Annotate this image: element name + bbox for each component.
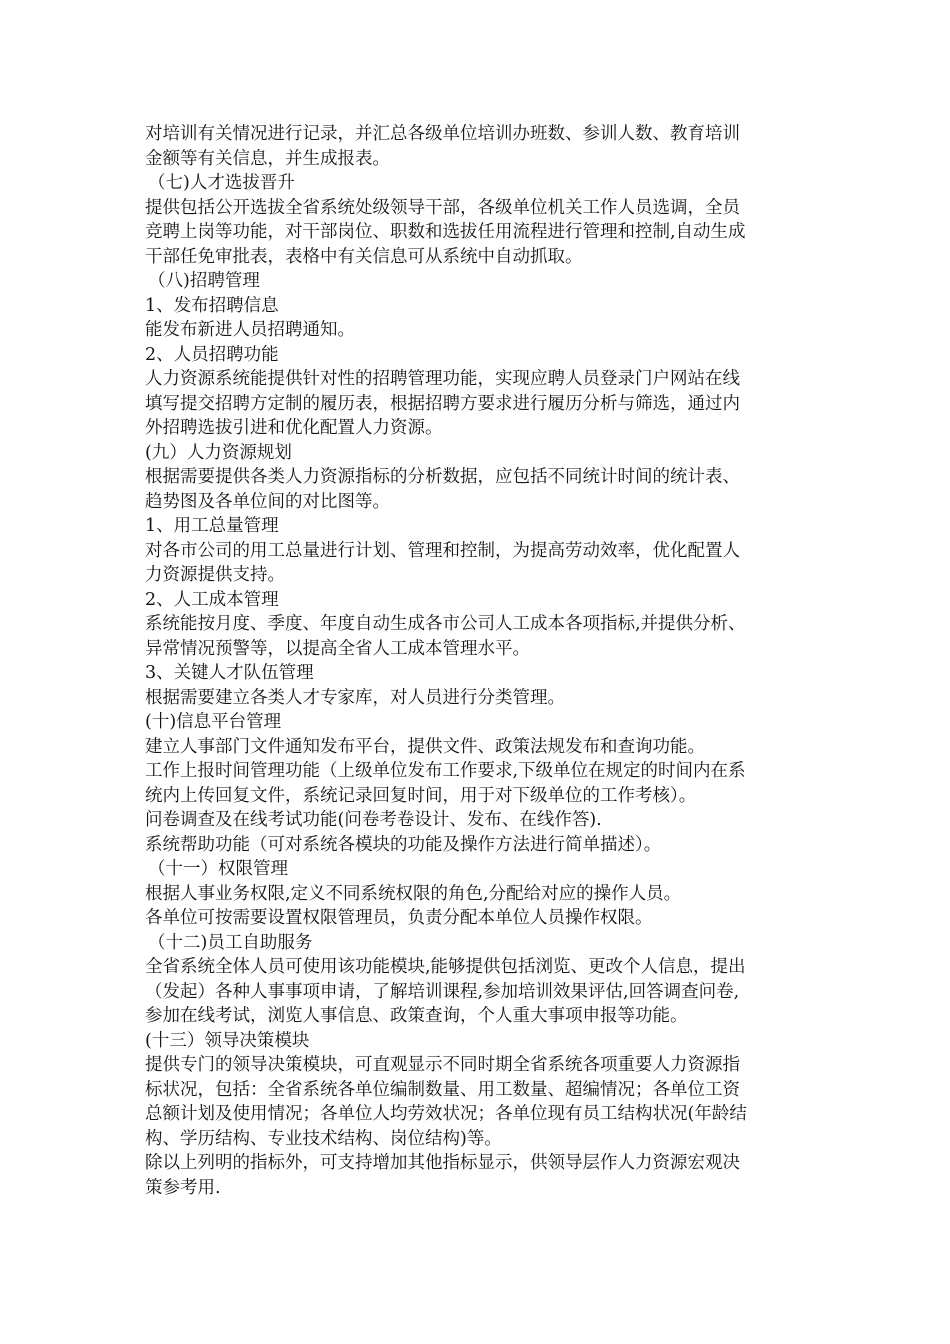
subsection-heading: 2、人工成本管理	[145, 589, 279, 610]
section-heading: (九）人力资源规划	[145, 442, 292, 463]
section-heading: （八)招聘管理	[148, 271, 260, 291]
text-line: 根据需要建立各类人才专家库，对人员进行分类管理。	[145, 687, 565, 708]
text-line: 统内上传回复文件，系统记录回复时间，用于对下级单位的工作考核）。	[145, 785, 697, 806]
text-line: 除以上列明的指标外，可支持增加其他指标显示，供领导层作人力资源宏观决	[145, 1153, 740, 1173]
text-line: 金额等有关信息，并生成报表。	[145, 148, 390, 169]
text-line: 系统帮助功能（可对系统各模块的功能及操作方法进行简单描述）。	[145, 834, 662, 855]
text-line: 能发布新进人员招聘通知。	[145, 320, 355, 340]
section-heading: (十三）领导决策模块	[145, 1030, 310, 1051]
text-line: 提供包括公开选拔全省系统处级领导干部，各级单位机关工作人员选调，全员	[145, 197, 740, 218]
text-line: 各单位可按需要设置权限管理员，负责分配本单位人员操作权限。	[145, 908, 653, 928]
subsection-heading: 2、人员招聘功能	[145, 344, 279, 365]
text-line: 总额计划及使用情况；各单位人均劳效状况；各单位现有员工结构状况(年龄结	[145, 1104, 747, 1124]
text-line: 全省系统全体人员可使用该功能模块,能够提供包括浏览、更改个人信息，提出	[145, 957, 746, 977]
text-line: 问卷调查及在线考试功能(问卷考卷设计、发布、在线作答).	[145, 810, 602, 830]
text-line: 竞聘上岗等功能，对干部岗位、职数和选拔任用流程进行管理和控制,自动生成	[145, 222, 746, 242]
section-heading: (十)信息平台管理	[145, 712, 282, 732]
text-line: 构、学历结构、专业技术结构、岗位结构)等。	[145, 1128, 502, 1149]
text-line: 工作上报时间管理功能（上级单位发布工作要求,下级单位在规定的时间内在系	[145, 761, 746, 781]
text-line: 趋势图及各单位间的对比图等。	[145, 491, 390, 512]
text-line: 策参考用.	[145, 1177, 221, 1198]
section-heading: （十一）权限管理	[148, 859, 288, 879]
text-line: 对培训有关情况进行记录，并汇总各级单位培训办班数、参训人数、教育培训	[145, 124, 740, 144]
section-heading: （七)人才选拔晋升	[148, 173, 295, 193]
section-heading: （十二)员工自助服务	[148, 932, 313, 953]
subsection-heading: 1、发布招聘信息	[145, 295, 279, 316]
text-line: 异常情况预警等，以提高全省人工成本管理水平。	[145, 638, 530, 659]
text-line: 填写提交招聘方定制的履历表，根据招聘方要求进行履历分析与筛选，通过内	[145, 393, 740, 414]
text-line: （发起）各种人事事项申请，了解培训课程,参加培训效果评估,回答调查问卷,	[145, 981, 740, 1002]
subsection-heading: 3、关键人才队伍管理	[145, 663, 314, 683]
text-line: 系统能按月度、季度、年度自动生成各市公司人工成本各项指标,并提供分析、	[145, 614, 746, 634]
text-line: 外招聘选拔引进和优化配置人力资源。	[145, 418, 443, 438]
text-line: 提供专门的领导决策模块，可直观显示不同时期全省系统各项重要人力资源指	[145, 1055, 740, 1075]
text-line: 建立人事部门文件通知发布平台，提供文件、政策法规发布和查询功能。	[145, 736, 705, 757]
subsection-heading: 1、用工总量管理	[145, 516, 279, 536]
text-line: 力资源提供支持。	[145, 565, 285, 585]
text-line: 干部任免审批表，表格中有关信息可从系统中自动抓取。	[145, 246, 583, 267]
text-line: 标状况，包括：全省系统各单位编制数量、用工数量、超编情况；各单位工资	[145, 1079, 740, 1100]
text-line: 人力资源系统能提供针对性的招聘管理功能，实现应聘人员登录门户网站在线	[145, 369, 740, 389]
text-line: 对各市公司的用工总量进行计划、管理和控制，为提高劳动效率，优化配置人	[145, 540, 740, 561]
text-line: 根据人事业务权限,定义不同系统权限的角色,分配给对应的操作人员。	[145, 883, 682, 904]
text-line: 参加在线考试，浏览人事信息、政策查询，个人重大事项申报等功能。	[145, 1006, 688, 1026]
document-body	[145, 122, 825, 1200]
text-line: 根据需要提供各类人力资源指标的分析数据，应包括不同统计时间的统计表、	[145, 467, 740, 487]
